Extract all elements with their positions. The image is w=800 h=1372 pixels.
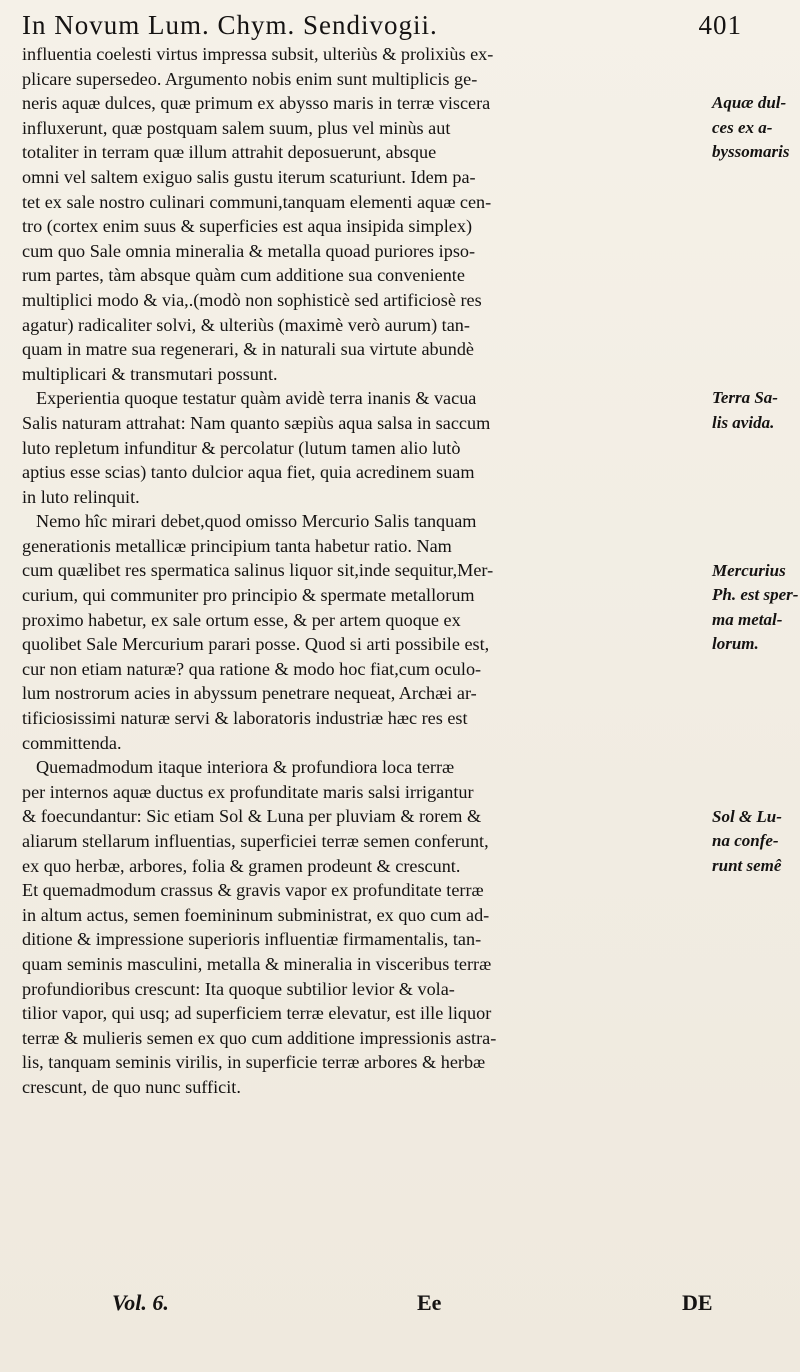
text-line: crescunt, de quo nunc sufficit. <box>22 1076 241 1097</box>
text-line: influxerunt, quæ postquam salem suum, plus vel minùs aut <box>22 117 451 138</box>
text-line: tilior vapor, qui usq; ad superficiem terræ elevatur, est ille liquor <box>22 1003 492 1024</box>
text-line: cum quælibet res spermatica salinus liquor sit,inde sequitur,Mer- <box>22 560 494 581</box>
text-line: generationis metallicæ principium tanta habetur ratio. Nam <box>22 535 452 556</box>
signature-mark: Ee <box>417 1290 442 1315</box>
page-footer <box>22 1290 782 1330</box>
text-line: Quemadmodum itaque interiora & profundiora loca terræ <box>36 757 455 778</box>
text-line: multiplici modo & via,.(modò non sophisticè sed artificiosè res <box>22 289 482 310</box>
page-number: 401 <box>698 10 742 40</box>
text-line: lis, tanquam seminis virilis, in superficie terræ arbores & herbæ <box>22 1052 486 1073</box>
text-line: per internos aquæ ductus ex profunditate maris salsi irrigantur <box>22 781 474 802</box>
margin-note: byssomaris <box>712 142 790 162</box>
text-line: quolibet Sale Mercurium parari posse. Quod si arti possibile est, <box>22 634 490 655</box>
text-line: terræ & mulieris semen ex quo cum additione impressionis astra- <box>22 1027 497 1048</box>
margin-note: Terra Sa- <box>712 388 778 408</box>
margin-note: na confe- <box>712 831 779 851</box>
text-line: Experientia quoque testatur quàm avidè terra inanis & vacua <box>36 388 477 409</box>
text-line: Salis naturam attrahat: Nam quanto sæpiùs aqua salsa in saccum <box>22 412 491 433</box>
text-line: lum nostrorum acies in abyssum penetrare nequeat, Archæi ar- <box>22 683 477 704</box>
margin-note: ma metal- <box>712 609 783 629</box>
running-title: In Novum Lum. Chym. Sendivogii. <box>22 10 438 40</box>
text-line: & foecundantur: Sic etiam Sol & Luna per pluviam & rorem & <box>22 806 482 827</box>
text-line: influentia coelesti virtus impressa subsit, ulteriùs & prolixiùs ex- <box>22 44 494 64</box>
text-line: totaliter in terram quæ illum attrahit deposuerunt, absque <box>22 142 437 163</box>
text-line: ditione & impressione superioris influentiæ firmamentalis, tan- <box>22 929 482 950</box>
text-line: Nemo hîc mirari debet,quod omisso Mercurio Salis tanquam <box>36 511 477 532</box>
margin-note: Ph. est sper- <box>712 585 799 605</box>
margin-note: Sol & Lu- <box>712 806 782 826</box>
margin-note: ces ex a- <box>712 117 773 137</box>
text-line: tet ex sale nostro culinari communi,tanquam elementi aquæ cen- <box>22 191 492 212</box>
text-line: quam in matre sua regenerari, & in naturali sua virtute abundè <box>22 339 474 360</box>
text-line: tificiosissimi naturæ servi & laboratoris industriæ hæc res est <box>22 708 468 729</box>
text-line: ex quo herbæ, arbores, folia & gramen prodeunt & crescunt. <box>22 855 461 876</box>
text-line: proximo habetur, ex sale ortum esse, & per artem quoque ex <box>22 609 461 630</box>
text-line: curium, qui communiter pro principio & spermate metallorum <box>22 585 475 606</box>
text-line: aptius esse scias) tanto dulcior aqua fiet, quia acredinem suam <box>22 462 475 483</box>
text-line: neris aquæ dulces, quæ primum ex abysso maris in terræ viscera <box>22 93 491 114</box>
volume-mark: Vol. 6. <box>112 1290 169 1315</box>
text-line: plicare supersedeo. Argumento nobis enim sunt multiplicis ge- <box>22 68 478 89</box>
body-text <box>22 42 712 1100</box>
text-line: rum partes, tàm absque quàm cum additione sua conveniente <box>22 265 465 286</box>
text-line: cum quo Sale omnia mineralia & metalla quoad puriores ipso- <box>22 240 476 261</box>
margin-note: Aquæ dul- <box>712 93 787 113</box>
catchword: DE <box>682 1290 713 1315</box>
running-header <box>22 10 782 44</box>
text-line: in luto relinquit. <box>22 486 140 507</box>
text-line: committenda. <box>22 732 122 753</box>
text-line: multiplicari & transmutari possunt. <box>22 363 278 384</box>
text-line: cur non etiam naturæ? qua ratione & modo hoc fiat,cum oculo- <box>22 658 482 679</box>
margin-note: Mercurius <box>712 560 786 580</box>
text-line: tro (cortex enim suus & superficies est aqua insipida simplex) <box>22 216 473 237</box>
margin-note: runt semê <box>712 855 782 875</box>
text-line: luto repletum infunditur & percolatur (lutum tamen alio lutò <box>22 437 461 458</box>
text-line: profundioribus crescunt: Ita quoque subtilior levior & vola- <box>22 978 455 999</box>
text-line: Et quemadmodum crassus & gravis vapor ex profunditate terræ <box>22 880 484 901</box>
text-line: in altum actus, semen foemininum subministrat, ex quo cum ad- <box>22 904 490 925</box>
text-line: quam seminis masculini, metalla & mineralia in visceribus terræ <box>22 953 492 974</box>
text-line: omni vel saltem exiguo salis gustu iterum scaturiunt. Idem pa- <box>22 166 476 187</box>
margin-note: lis avida. <box>712 413 775 432</box>
text-line: agatur) radicaliter solvi, & ulteriùs (maximè verò aurum) tan- <box>22 314 470 335</box>
margin-note: lorum. <box>712 634 759 654</box>
text-line: aliarum stellarum influentias, superficiei terræ semen conferunt, <box>22 831 489 851</box>
